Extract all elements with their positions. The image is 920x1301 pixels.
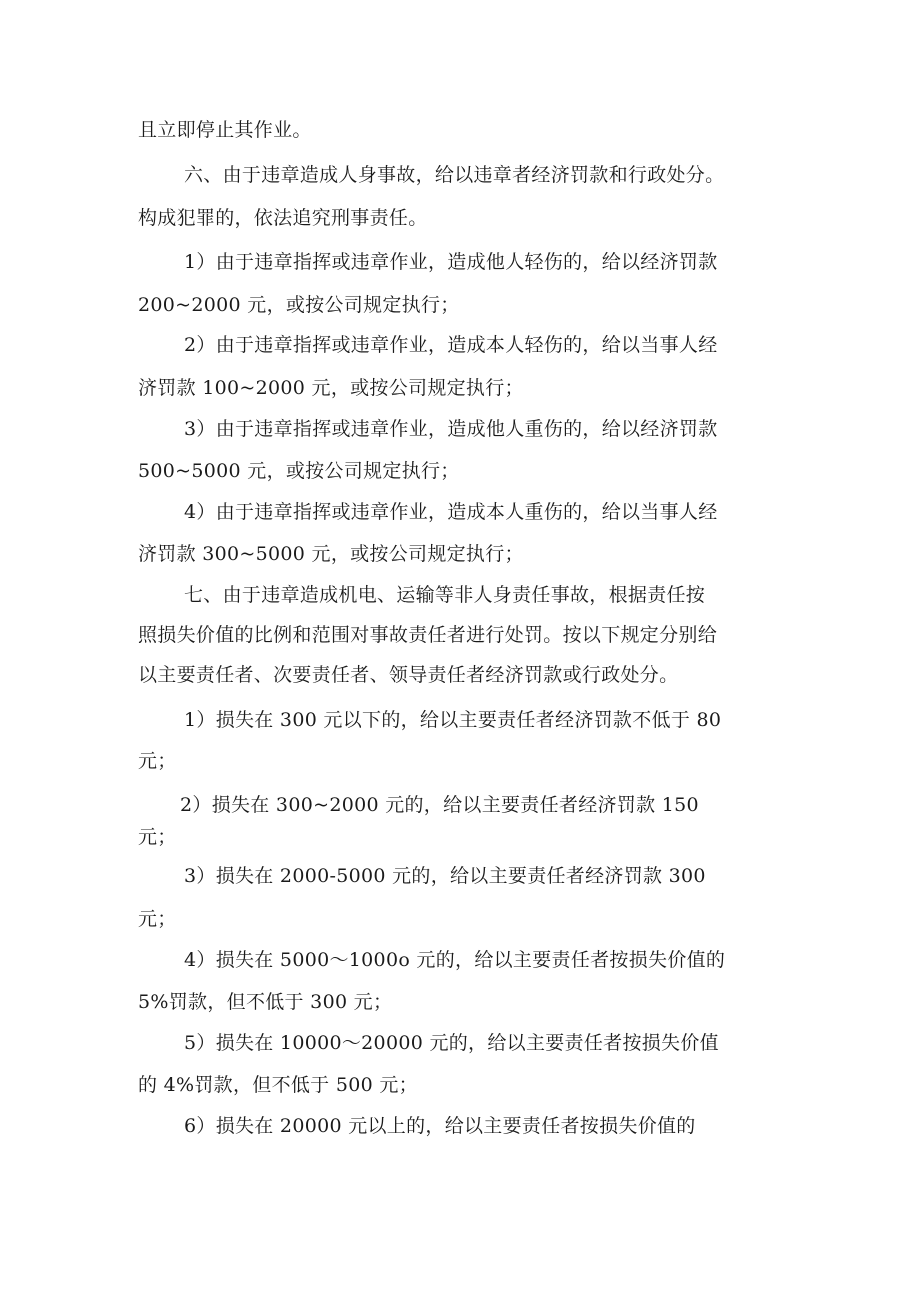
list-item: 2）损失在 300~2000 元的，给以主要责任者经济罚款 150 [180,794,699,816]
text-line: 且立即停止其作业。 [138,119,312,141]
text-line: 济罚款 100~2000 元，或按公司规定执行； [138,377,524,399]
text-line: 构成犯罪的，依法追究刑事责任。 [138,207,428,229]
text-line: 5%罚款，但不低于 300 元； [138,991,393,1013]
list-item: 4）损失在 5000～1000o 元的，给以主要责任者按损失价值的 [184,949,726,971]
list-item: 3）由于违章指挥或违章作业，造成他人重伤的，给以经济罚款 [184,418,718,440]
text-line: 的 4%罚款，但不低于 500 元； [138,1074,418,1096]
list-item: 1）由于违章指挥或违章作业，造成他人轻伤的，给以经济罚款 [184,251,718,273]
text-line: 500~5000 元，或按公司规定执行； [138,460,460,482]
text-line: 济罚款 300~5000 元，或按公司规定执行； [138,543,524,565]
section-six-heading: 六、由于违章造成人身事故，给以违章者经济罚款和行政处分。 [184,164,725,186]
list-item: 5）损失在 10000～20000 元的，给以主要责任者按损失价值 [184,1032,719,1054]
text-line: 元； [138,908,177,930]
text-line: 元； [138,750,177,772]
text-line: 200~2000 元，或按公司规定执行； [138,294,460,316]
text-line: 元； [138,826,177,848]
text-line: 照损失价值的比例和范围对事故责任者进行处罚。按以下规定分别给 [138,624,718,646]
list-item: 2）由于违章指挥或违章作业，造成本人轻伤的，给以当事人经 [184,334,718,356]
list-item: 1）损失在 300 元以下的，给以主要责任者经济罚款不低于 80 [184,709,722,731]
list-item: 4）由于违章指挥或违章作业，造成本人重伤的，给以当事人经 [184,501,718,523]
text-line: 以主要责任者、次要责任者、领导责任者经济罚款或行政处分。 [138,664,679,686]
list-item: 3）损失在 2000-5000 元的，给以主要责任者经济罚款 300 [184,865,706,887]
list-item: 6）损失在 20000 元以上的，给以主要责任者按损失价值的 [184,1115,696,1137]
section-seven-heading: 七、由于违章造成机电、运输等非人身责任事故，根据责任按 [184,584,706,606]
